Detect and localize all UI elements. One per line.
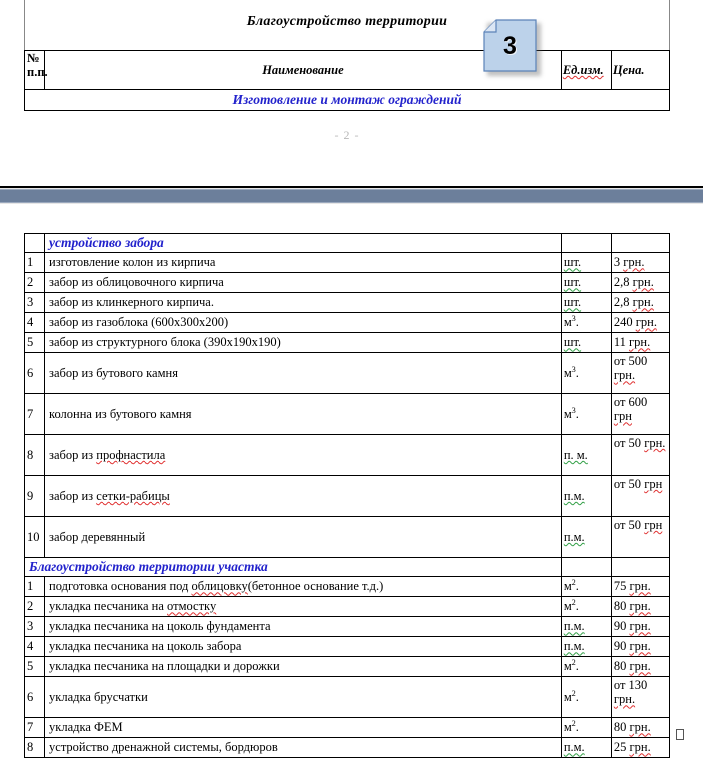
row-price: 2,8 грн. [611,293,669,313]
section-heading-price-cell [611,234,669,253]
table-row [25,435,670,476]
unit-exponent: 2 [571,719,576,729]
row-unit [561,273,611,293]
row-name: укладка ФЕМ [45,718,562,738]
table-row [25,617,670,637]
row-number: 2 [25,273,45,293]
row-price: от 130 грн. [611,677,669,718]
column-header-number-line1: № [27,51,40,65]
row-unit [561,738,611,758]
row-price: 75 грн. [611,577,669,597]
column-header-price: Цена. [611,51,669,90]
row-name: забор из облицовочного кирпича [45,273,562,293]
table-row [25,394,670,435]
column-header-number-line2: п.п. [27,65,48,80]
row-name: подготовка основания под облицовку(бетонное основание т.д.) [45,577,562,597]
table-row [25,476,670,517]
unit-exponent: 3 [571,364,576,374]
row-number: 1 [25,253,45,273]
table-row [25,293,670,313]
table-row [25,273,670,293]
currency-label: грн. [629,659,651,674]
row-name: укладка брусчатки [45,677,562,718]
section-heading-number-cell [25,234,45,253]
spellcheck-word: отмостку [167,599,217,614]
row-number: 9 [25,476,45,517]
currency-label: грн [644,518,663,532]
row-name: забор из профнастила [45,435,562,476]
page-top-fragment [24,0,670,142]
page-break-band [0,190,703,202]
page-number: - 2 - [334,128,360,142]
row-unit: $м^2$. [561,718,611,738]
currency-label: грн [613,409,632,424]
row-price: 11 грн. [611,333,669,353]
row-price: от 50 грн. [611,435,669,476]
row-price: от 500 грн. [611,353,669,394]
unit-label: шт. [563,275,582,290]
row-unit: $м^2$. [561,677,611,718]
row-price: от 600 грн [611,394,669,435]
row-name: укладка песчаника на отмостку [45,597,562,617]
row-unit: $м^2$. [561,597,611,617]
currency-label: грн. [623,255,645,270]
spellcheck-word: облицовку [191,579,248,594]
section-heading-unit-cell [561,234,611,253]
table-row [25,333,670,353]
unit-label: п.м. [563,619,585,634]
currency-label: грн. [644,436,666,450]
row-unit [561,617,611,637]
spellcheck-word: профнастила [96,447,166,462]
spellcheck-word: сетки-рабицы [96,488,170,503]
row-unit [561,435,611,476]
section-heading-price-cell [611,558,669,577]
row-price: 240 грн. [611,313,669,333]
table-row [25,313,670,333]
end-of-document-handle[interactable] [676,729,684,740]
section-heading-row [25,90,670,111]
row-name: устройство дренажной системы, бордюров [45,738,562,758]
row-unit [561,476,611,517]
table-row [25,253,670,273]
page-corner-callout-3[interactable] [483,19,537,72]
unit-label: п.м. [563,488,585,503]
section-heading-row [25,558,670,577]
table-row [25,677,670,718]
page-main-fragment [24,233,670,758]
row-price: 25 грн. [611,738,669,758]
row-price: 90 грн. [611,637,669,657]
currency-label: грн. [632,295,654,310]
page-title: Благоустройство территории [246,14,448,29]
row-name: забор из структурного блока (390х190х190) [45,333,562,353]
row-unit [561,293,611,313]
currency-label: грн. [632,275,654,290]
currency-label: грн. [629,740,651,755]
row-number: 10 [25,517,45,558]
page-break-rule-bottom [0,203,703,204]
table-row [25,597,670,617]
unit-label: п.м. [563,740,585,755]
currency-label: грн. [629,720,651,735]
unit-exponent: 3 [571,314,576,324]
section-heading-label: устройство забора [45,234,562,253]
row-name: укладка песчаника на цоколь фундамента [45,617,562,637]
row-number: 2 [25,597,45,617]
row-name: забор из сетки-рабицы [45,476,562,517]
price-list-table [24,233,670,758]
unit-label: шт. [563,295,582,310]
row-unit: $м^2$. [561,657,611,677]
currency-label: грн. [635,315,657,330]
column-header-name: Наименование [45,51,562,90]
section-heading-label: Благоустройство территории участка [25,558,562,577]
table-row [25,637,670,657]
section-heading-unit-cell [561,558,611,577]
row-number: 6 [25,677,45,718]
column-header-unit: Ед.изм. [561,51,611,90]
row-price: 80 грн. [611,718,669,738]
row-price: от 50 грн [611,476,669,517]
row-number: 3 [25,617,45,637]
row-number: 6 [25,353,45,394]
row-number: 8 [25,738,45,758]
row-number: 7 [25,394,45,435]
row-price: 80 грн. [611,657,669,677]
row-price: 2,8 грн. [611,273,669,293]
row-name: забор деревянный [45,517,562,558]
row-number: 1 [25,577,45,597]
table-header-row [25,51,670,90]
page-break-separator [0,186,703,204]
section-heading-row [25,234,670,253]
row-unit: $м^3$. [561,313,611,333]
row-name: колонна из бутового камня [45,394,562,435]
currency-label: грн. [629,619,651,634]
row-name: забор из клинкерного кирпича. [45,293,562,313]
currency-label: грн. [613,368,636,383]
table-row [25,718,670,738]
row-name: изготовление колон из кирпича [45,253,562,273]
row-unit: $м^2$. [561,577,611,597]
unit-exponent: 2 [571,598,576,608]
row-unit [561,333,611,353]
currency-label: грн. [629,335,651,350]
currency-label: грн. [613,692,636,707]
table-row [25,517,670,558]
row-unit [561,253,611,273]
row-number: 4 [25,637,45,657]
row-unit: $м^3$. [561,394,611,435]
currency-label: грн. [629,599,651,614]
unit-label: п.м. [563,639,585,654]
row-price: 90 грн. [611,617,669,637]
unit-label: п.м. [563,529,585,544]
row-price: 3 грн. [611,253,669,273]
row-name: укладка песчаника на цоколь забора [45,637,562,657]
row-number: 8 [25,435,45,476]
page-top-table [24,50,670,111]
unit-exponent: 3 [571,405,576,415]
section-heading-fabrication: Изготовление и монтаж ограждений [25,90,670,111]
unit-label: шт. [563,255,582,270]
table-row [25,577,670,597]
row-number: 3 [25,293,45,313]
callout-number: 3 [503,32,517,60]
row-number: 7 [25,718,45,738]
unit-exponent: 2 [571,658,576,668]
unit-exponent: 2 [571,688,576,698]
currency-label: грн [644,477,663,491]
unit-label: шт. [563,335,582,350]
row-unit: $м^3$. [561,353,611,394]
document-title-band [24,0,670,50]
row-unit [561,637,611,657]
row-name: забор из бутового камня [45,353,562,394]
row-name: укладка песчаника на площадки и дорожки [45,657,562,677]
row-number: 5 [25,657,45,677]
currency-label: грн. [629,579,651,594]
row-unit [561,517,611,558]
currency-label: грн. [629,639,651,654]
unit-exponent: 2 [571,578,576,588]
row-price: от 50 грн [611,517,669,558]
unit-label: п. м. [563,447,588,462]
row-name: забор из газоблока (600х300х200) [45,313,562,333]
row-price: 80 грн. [611,597,669,617]
table-row [25,738,670,758]
table-row [25,657,670,677]
table-row [25,353,670,394]
column-header-number [25,51,48,90]
row-number: 4 [25,313,45,333]
row-number: 5 [25,333,45,353]
